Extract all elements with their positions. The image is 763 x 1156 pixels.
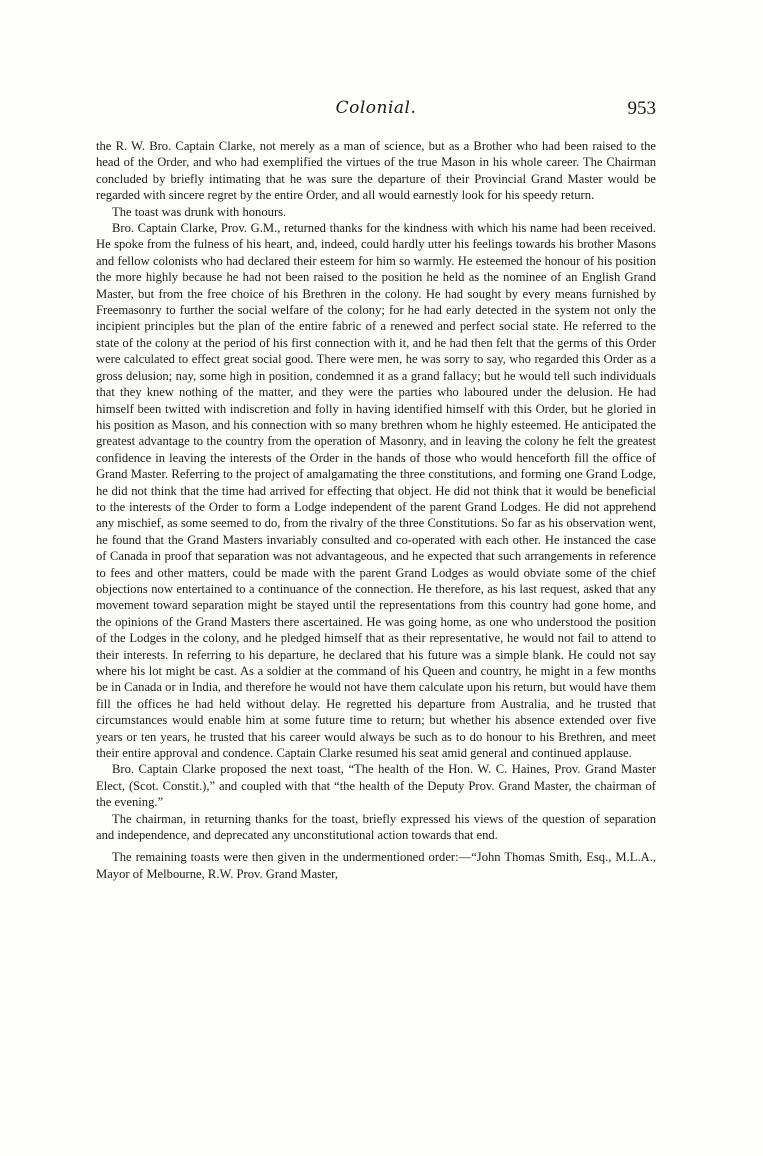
paragraph-continued: the R. W. Bro. Captain Clarke, not merely as a man of science, but as a Brother who had been raised to the head of the Order, and who had exemplified the virtues of the true Mason in his whole career. The Chairman concluded by briefly intimating that he was sure the departure of their Provincial Grand Master would be regarded with sincere regret by the entire Order, and all would earnestly look for his speedy return. <box>96 139 656 203</box>
article-body <box>96 138 656 882</box>
paragraph-next-toast: Bro. Captain Clarke proposed the next toast, “The health of the Hon. W. C. Haines, Prov. Grand Master Elect, (Scot. Constit.),” and coupled with that “the health of the Deputy Prov. Grand Master, the chairman of the evening.” <box>96 762 656 810</box>
paragraph-clarke-reply: Bro. Captain Clarke, Prov. G.M., returned thanks for the kindness with which his name had been received. He spoke from the fulness of his heart, and, indeed, could hardly utter his feelings towards his brother Masons and fellow colonists who had declared their esteem for him so warmly. He esteemed the honour of his position the more highly because he had not been raised to the position he held as the nominee of an English Grand Master, but from the free choice of his Brethren in the colony. He had sought by every means furnished by Freemasonry to further the social welfare of the colony; for he had early detected in the system not only the incipient principles but the plan of the entire fabric of a renewed and perfect social state. He referred to the state of the colony at the period of his first connection with it, and he had then felt that the germs of this Order were calculated to effect great social good. There were men, he was sorry to say, who regarded this Order as a gross delusion; nay, some high in position, condemned it as a grand fallacy; but he would tell such individuals that they knew nothing of the matter, and they were the parties who laboured under the delusion. He had himself been twitted with indiscretion and folly in having identified himself with this Order, but he gloried in his position as Mason, and his connection with so many brethren whom he highly esteemed. He anticipated the greatest advantage to the country from the operation of Masonry, and in leaving the colony he felt the greatest confidence in leaving the interests of the Order in the hands of those who would henceforth fill the office of Grand Master. Referring to the project of amalgamating the three constitutions, and forming one Grand Lodge, he did not think that the time had arrived for effecting that object. He did not think that it would be beneficial to the interests of the Order to form a Lodge independent of the parent Grand Lodges. He did not apprehend any mischief, as some seemed to do, from the rivalry of the three Constitutions. So far as his observation went, he found that the Grand Masters invariably consulted and co-operated with each other. He instanced the case of Canada in proof that separation was not advantageous, and he expected that such arrangements in reference to fees and other matters, could be made with the parent Grand Lodges as would obviate some of the chief objections now entertained to a continuance of the connection. He therefore, as his last request, asked that any movement toward separation might be stayed until the representations from this country had gone home, and the opinions of the Grand Masters there ascertained. He was going home, as one who understood the position of the Lodges in the colony, and he pledged himself that as their representative, he would not fail to attend to their interests. In referring to his departure, he declared that his future was a simple blank. He could not say where his lot might be cast. As a soldier at the command of his Queen and country, he might in a few months be in Canada or in India, and therefore he would not have them calculate upon his return, but would have them fill the offices he had held without delay. He regretted his departure from Australia, and he trusted that circumstances would enable him at some future time to return; but whether his absence extended over five years or ten years, he trusted that his career would always be such as to do honour to his Brethren, and meet their entire approval and condence. Captain Clarke resumed his seat amid general and continued applause. <box>96 221 656 761</box>
paragraph-chairman: The chairman, in returning thanks for the toast, briefly expressed his views of the question of separation and independence, and deprecated any unconstitutional action towards that end. <box>96 811 656 843</box>
running-head <box>96 98 656 122</box>
paragraph-remaining-toasts: The remaining toasts were then given in the undermentioned order:—“John Thomas Smith, Esq., M.L.A., Mayor of Melbourne, R.W. Prov. Grand Master, <box>96 850 656 881</box>
page-number: 953 <box>627 98 656 119</box>
page-title: Colonial. <box>335 98 417 118</box>
paragraph-toast: The toast was drunk with honours. <box>112 204 287 219</box>
